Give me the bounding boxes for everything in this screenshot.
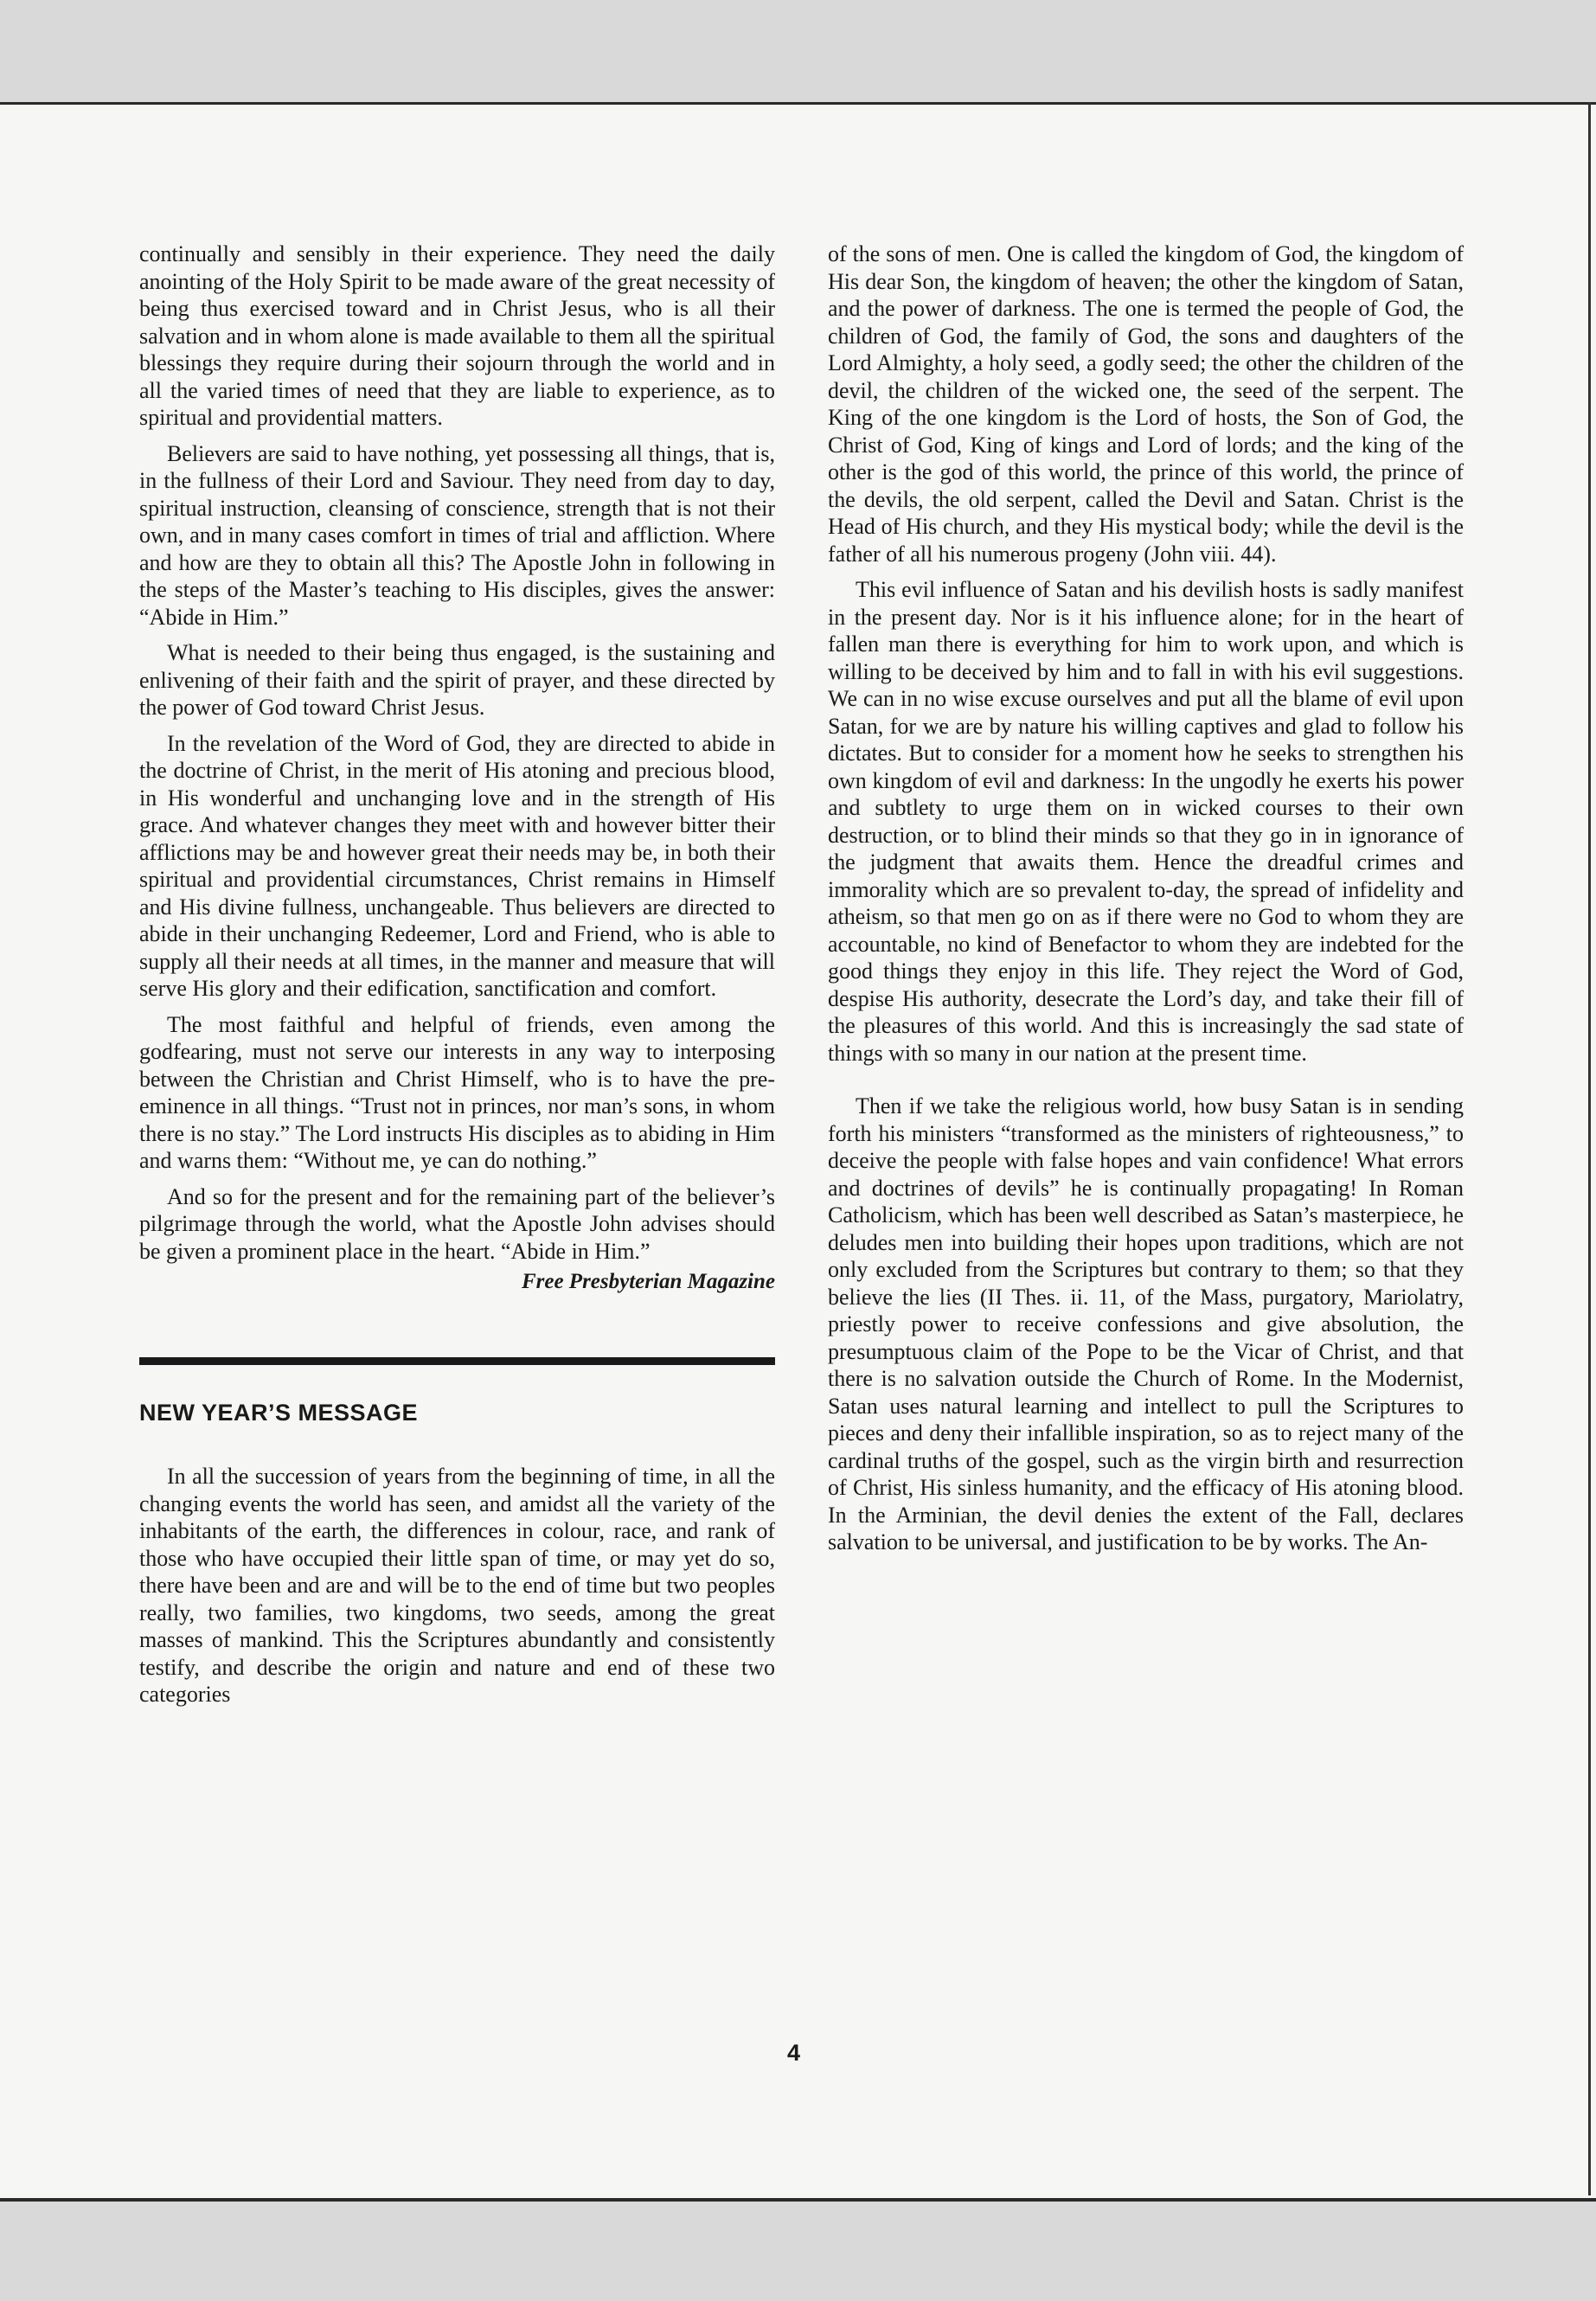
section-divider bbox=[139, 1357, 775, 1365]
right-column bbox=[828, 240, 1464, 1565]
paragraph: This evil influence of Satan and his devilish hosts is sadly manifest in the present day. Nor is it his influence alone; for in the heart of fallen man there is everything for him to work upon, and which is willing to be deceived by him and to fall in with his evil suggestions. We can in no wise excuse ourselves and put all the blame of evil upon Satan, for we are by nature his willing captives and glad to follow his dictates. But to consider for a moment how he seeks to strengthen his own kingdom of evil and darkness: In the ungodly he exerts his power and subtlety to urge them on in wicked courses to their own destruction, or to blind their minds so that they go in in ignorance of the judgment that awaits them. Hence the dreadful crimes and immorality which are so prevalent to-day, the spread of infidelity and atheism, so that men go on as if there were no God to whom they are accountable, no kind of Benefactor to whom they are indebted for the good things they enjoy in this life. They reject the Word of God, despise His authority, desecrate the Lord’s day, and take their fill of the pleasures of this world. And this is increasingly the sad state of things with so many in our nation at the present time. bbox=[828, 577, 1464, 1066]
paragraph: And so for the present and for the remaining part of the believer’s pilgrimage through the world, what the Apostle John advises should be given a prominent place in the heart. “Abide in Him.” bbox=[139, 1183, 775, 1264]
paragraph: What is needed to their being thus engaged, is the sustaining and enlivening of their faith and the spirit of prayer, and these directed by the power of God toward Christ Jesus. bbox=[139, 640, 775, 720]
left-column bbox=[139, 240, 775, 1717]
paragraph: The most faithful and helpful of friends, even among the godfearing, must not serve our interests in any way to interposing between the Christian and Christ Himself, who is to have the pre-eminence in all things. “Trust not in princes, nor man’s sons, in whom there is no stay.” The Lord instructs His disciples as to abiding in Him and warns them: “Without me, ye can do nothing.” bbox=[139, 1011, 775, 1173]
paragraph: In the revelation of the Word of God, they are directed to abide in the doctrine of Christ, in the merit of His atoning and precious blood, in His wonderful and unchanging love and in the strength of His grace. And whatever changes they meet with and however bitter their afflictions may be and however great their needs may be, in both their spiritual and providential circumstances, Christ remains in Himself and His divine fullness, unchangeable. Thus believers are directed to abide in their unchanging Redeemer, Lord and Friend, who is able to supply all their needs at all times, in the manner and measure that will serve His glory and their edification, sanctification and comfort. bbox=[139, 730, 775, 1001]
paragraph-gap bbox=[828, 1075, 1464, 1093]
page-number: 4 bbox=[787, 2040, 801, 2066]
paragraph: of the sons of men. One is called the kingdom of God, the kingdom of His dear Son, the kingdom of heaven; the other the kingdom of Satan, and the power of darkness. The one is termed the people of God, the children of God, the family of God, the sons and daughters of the Lord Almighty, a holy seed, a godly seed; the other the children of the devil, the children of the wicked one, the seed of the serpent. The King of the one kingdom is the Lord of hosts, the Son of God, the Christ of God, King of kings and Lord of lords; and the king of the other is the god of this world, the prince of this world, the prince of the devils, the old serpent, called the Devil and Satan. Christ is the Head of His church, and they His mystical body; while the devil is the father of all his numerous progeny (John viii. 44). bbox=[828, 241, 1464, 567]
paragraph: Then if we take the religious world, how busy Satan is in sending forth his ministers “transformed as the ministers of righteousness,” to deceive the people with false hopes and vain confidence! What errors and doctrines of devils” he is continually propagating! In Roman Catholicism, which has been well described as Satan’s masterpiece, he deludes men into building their hopes upon traditions, which are not only excluded from the Scriptures but contrary to them; so that they believe the lies (II Thes. ii. 11, of the Mass, purgatory, Mariolatry, priestly power to receive confessions and give absolution, the presumptuous claim of the Pope to be the Vicar of Christ, and that there is no salvation outside the Church of Rome. In the Modernist, Satan uses natural learning and intellect to pull the Scriptures to pieces and deny their infallible inspiration, so as to reject many of the cardinal truths of the gospel, such as the virgin birth and resurrection of Christ, His sinless humanity, and the efficacy of His atoning blood. In the Arminian, the devil denies the extent of the Fall, declares salvation to be universal, and justification to be by works. The An- bbox=[828, 1093, 1464, 1554]
paragraph: In all the succession of years from the beginning of time, in all the changing events the world has seen, and amidst all the variety of the inhabitants of the earth, the differences in colour, race, and rank of those who have occupied their little span of time, or may yet do so, there have been and are and will be to the end of time but two peoples really, two families, two kingdoms, two seeds, among the great masses of mankind. This the Scriptures abundantly and consistently testify, and describe the origin and nature and end of these two categories bbox=[139, 1464, 775, 1707]
paragraph: Believers are said to have nothing, yet possessing all things, that is, in the fullness of their Lord and Saviour. They need from day to day, spiritual instruction, cleansing of conscience, strength that is not their own, and in many cases comfort in times of trial and affliction. Where and how are they to obtain all this? The Apostle John in following in the steps of the Master’s teaching to His disciples, gives the answer: “Abide in Him.” bbox=[139, 440, 775, 630]
page-edge bbox=[1588, 102, 1591, 2195]
section-heading: NEW YEAR’S MESSAGE bbox=[139, 1400, 419, 1426]
article-attribution: Free Presbyterian Magazine bbox=[521, 1270, 775, 1293]
paragraph: continually and sensibly in their experience. They need the daily anointing of the Holy Spirit to be made aware of the great necessity of being thus exercised toward and in Christ Jesus, who is all their salvation and in whom alone is made available to them all the spiritual blessings they require during their sojourn through the world and in all the varied times of need that they are liable to experience, as to spiritual and providential matters. bbox=[139, 241, 775, 430]
